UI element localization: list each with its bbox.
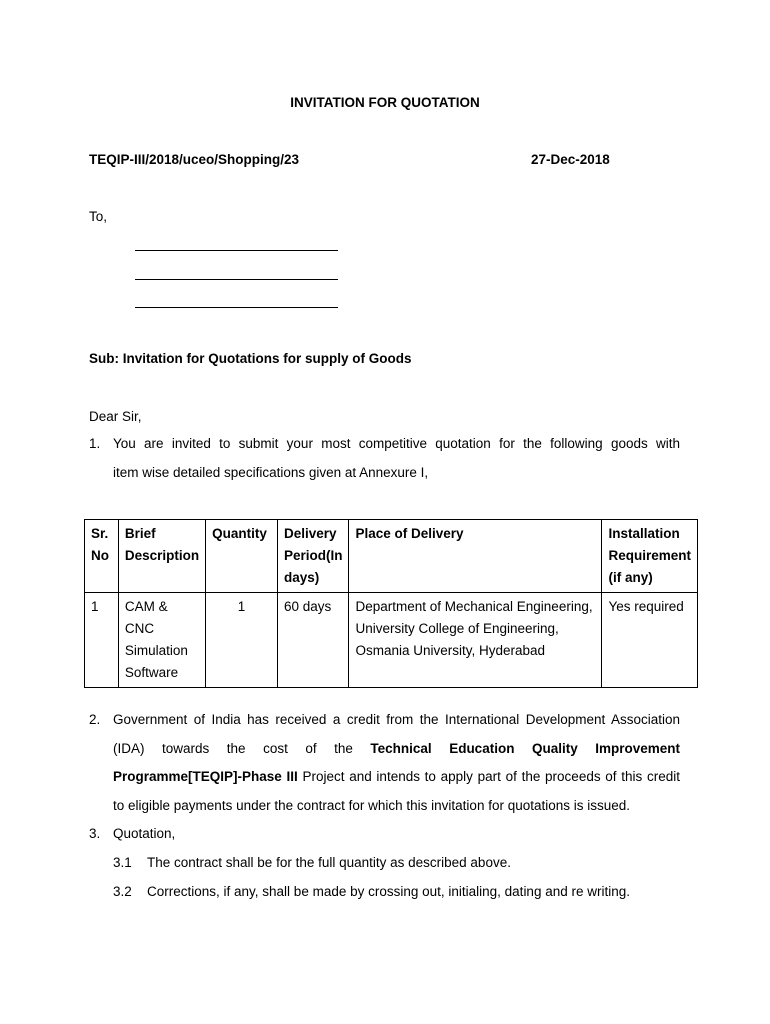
addressee-label: To, [89,209,108,224]
sub-clause-3-2 [113,884,630,899]
header-place-of-delivery: Place of Delivery [349,520,602,593]
paragraph-2-line-3 [113,763,680,792]
header-brief-description: Brief Description [118,520,205,593]
paragraph-2-line-3-text: Project and intends to apply part of the proceeds of this credit [297,769,680,784]
table-row [85,593,698,688]
cell-brief-description: CAM & CNC Simulation Software [118,593,205,688]
header-installation-requirement: Installation Requirement (if any) [602,520,698,593]
paragraph-number: 2. [89,712,101,727]
address-blank-line-1 [135,250,338,251]
sub-clause-number: 3.1 [113,855,132,870]
cell-sr-no: 1 [85,593,119,688]
header-delivery-period: Delivery Period(In days) [277,520,349,593]
header-sr-no: Sr. No [85,520,119,593]
programme-name-bold: Technical Education Quality Improvement [370,740,680,756]
paragraph-2-line-2-text: (IDA) towards the cost of the [113,740,371,756]
reference-number: TEQIP-III/2018/uceo/Shopping/23 [89,152,300,167]
paragraph-number: 1. [89,436,101,451]
address-blank-line-2 [135,279,338,280]
document-title: INVITATION FOR QUOTATION [290,95,480,110]
programme-phase-bold: Programme[TEQIP]-Phase III [113,769,298,784]
paragraph-1-line-2: item wise detailed specifications given at Annexure I, [113,464,429,480]
paragraph-2 [89,706,680,820]
goods-table [84,519,698,688]
paragraph-2-line-4: to eligible payments under the contract for which this invitation for quotations is issued. [113,797,631,813]
paragraph-3 [89,820,680,849]
sub-clause-number: 3.2 [113,884,132,899]
sub-clause-text: Corrections, if any, shall be made by crossing out, initialing, dating and re writing. [147,884,630,899]
sub-clause-3-1 [113,855,511,870]
table-header-row [85,520,698,593]
sub-clause-text: The contract shall be for the full quantity as described above. [147,855,511,870]
paragraph-2-line-1: Government of India has received a credit from the International Development Association [113,712,680,727]
paragraph-number: 3. [89,826,101,841]
document-date: 27-Dec-2018 [531,152,610,167]
paragraph-2-line-2 [113,735,680,764]
header-quantity: Quantity [206,520,278,593]
cell-place-of-delivery: Department of Mechanical Engineering, University College of Engineering, Osmania University, Hyderabad [349,593,602,688]
salutation: Dear Sir, [89,409,142,424]
paragraph-1 [89,430,680,487]
cell-delivery-period: 60 days [277,593,349,688]
paragraph-1-line-1: You are invited to submit your most competitive quotation for the following goods with [113,436,680,451]
cell-installation-requirement: Yes required [602,593,698,688]
address-blank-line-3 [135,307,338,308]
paragraph-3-label: Quotation, [113,826,176,841]
cell-quantity: 1 [206,593,278,688]
subject-line: Sub: Invitation for Quotations for supply of Goods [89,351,412,366]
